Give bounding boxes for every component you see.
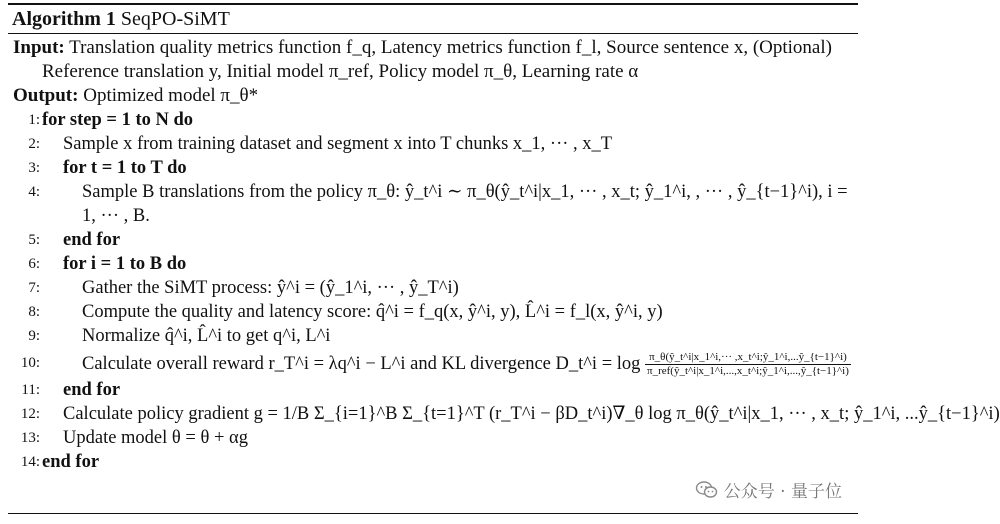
algorithm-name: SeqPO-SiMT — [120, 8, 230, 30]
step-text — [82, 351, 851, 378]
step-text — [82, 180, 848, 228]
wechat-icon — [696, 481, 718, 499]
step-number: 7: — [28, 280, 40, 296]
step-text: end for — [42, 452, 100, 472]
step-number: 5: — [28, 232, 40, 248]
algorithm-title — [8, 5, 858, 33]
step-line — [8, 324, 858, 348]
watermark-text: 公众号 · 量子位 — [723, 482, 842, 502]
step-line — [8, 348, 858, 378]
output-label: Output: — [13, 85, 79, 106]
algorithm-label: Algorithm 1 — [12, 8, 116, 30]
step-number: 11: — [21, 382, 40, 398]
output-line — [8, 84, 858, 108]
reward-text: Calculate overall reward r_T^i = λq^i − L^i and KL divergence D_t^i = log — [82, 353, 641, 374]
bottom-rule — [8, 513, 858, 514]
step-number: 4: — [28, 184, 40, 200]
algorithm-block — [8, 3, 1000, 474]
step-line — [8, 426, 858, 450]
step-text: Sample x from training dataset and segment x into T chunks x_1, ··· , x_T — [63, 134, 613, 154]
kl-fraction — [645, 351, 851, 378]
step-text: Normalize q̂^i, L̂^i to get q^i, L^i — [82, 326, 331, 346]
input-line — [8, 36, 858, 60]
step-text: end for — [63, 230, 121, 250]
step-number: 14: — [20, 454, 40, 470]
step-line — [8, 378, 858, 402]
step-line — [8, 402, 1000, 426]
step-text: for step = 1 to N do — [42, 110, 193, 130]
title-rule — [8, 33, 858, 34]
step-line — [8, 132, 858, 156]
input-line-continued — [8, 60, 858, 84]
step-number: 3: — [28, 160, 40, 176]
input-label: Input: — [13, 37, 65, 58]
output-text: Optimized model π_θ* — [83, 85, 259, 106]
step-line — [8, 300, 858, 324]
step-number: 13: — [20, 430, 40, 446]
step-number: 9: — [28, 328, 40, 344]
kl-fraction-denominator: π_ref(ŷ_t^i|x_1^i,...,x_t^i;ŷ_1^i,...,ŷ_{t−1}^i) — [647, 365, 849, 377]
step-line — [8, 156, 858, 180]
step-number: 8: — [28, 304, 40, 320]
kl-fraction-numerator: π_θ(ŷ_t^i|x_1^i,··· ,x_t^i;ŷ_1^i,...ŷ_{t−1}^i) — [645, 351, 851, 365]
step-text: Gather the SiMT process: ŷ^i = (ŷ_1^i, ··· , ŷ_T^i) — [82, 278, 459, 298]
step-text: Compute the quality and latency score: q̂^i = f_q(x, ŷ^i, y), L̂^i = f_l(x, ŷ^i, y) — [82, 302, 663, 322]
step-line — [8, 252, 858, 276]
step-line — [8, 180, 858, 228]
input-text-2: Reference translation y, Initial model π_ref, Policy model π_θ, Learning rate α — [42, 61, 639, 82]
step-number: 1: — [28, 112, 40, 128]
input-text-1: Translation quality metrics function f_q, Latency metrics function f_l, Source sentence x, (Optional) — [69, 37, 832, 58]
step-number: 2: — [28, 136, 40, 152]
step-text: Update model θ = θ + αg — [63, 428, 248, 448]
step-text: for i = 1 to B do — [63, 254, 187, 274]
step-text: Calculate policy gradient g = 1/B Σ_{i=1}^B Σ_{t=1}^T (r_T^i − βD_t^i)∇_θ log π_θ(ŷ_t^i|x_1, ··· , x_t; ŷ_1^i, ...ŷ_{t−1}^i) — [63, 404, 1000, 424]
step-line — [8, 228, 858, 252]
step-number: 6: — [28, 256, 40, 272]
step-text-line-1: Sample B translations from the policy π_θ: ŷ_t^i ∼ π_θ(ŷ_t^i|x_1, ··· , x_t; ŷ_1^i, , ··· , ŷ_{t−1}^i), i = — [82, 182, 848, 202]
watermark — [696, 477, 842, 502]
step-number: 10: — [20, 355, 40, 371]
step-line — [8, 276, 858, 300]
step-line — [8, 108, 858, 132]
step-text: for t = 1 to T do — [63, 158, 187, 178]
step-text-line-2: 1, ··· , B. — [82, 206, 150, 226]
step-number: 12: — [20, 406, 40, 422]
step-line — [8, 450, 858, 474]
step-text: end for — [63, 380, 121, 400]
